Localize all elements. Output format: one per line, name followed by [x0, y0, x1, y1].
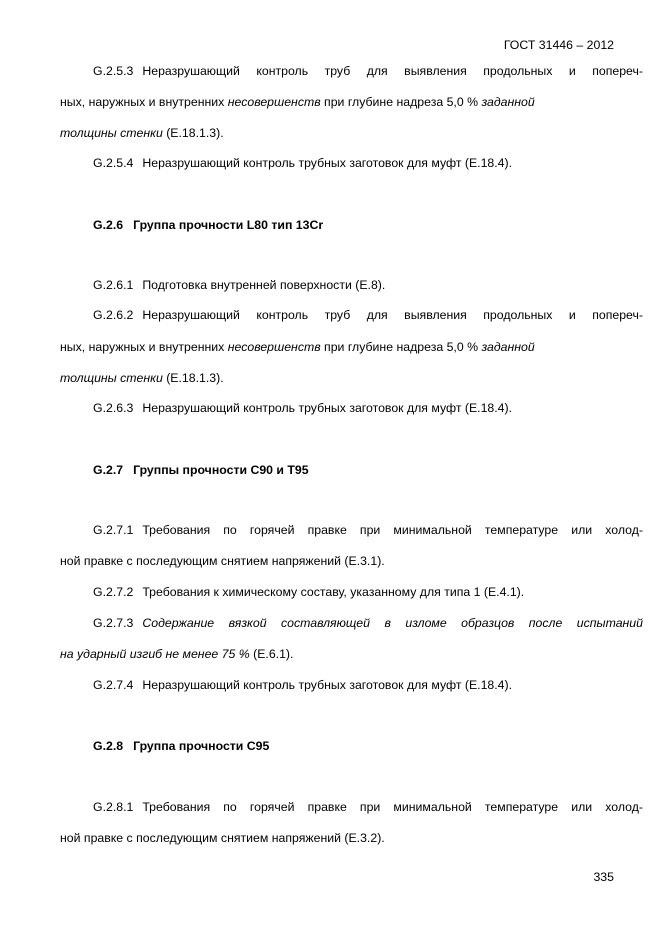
clause-text: Требования по горячей правке при минимальной температуре или холод-: [142, 523, 643, 537]
clause-number: G.2.8.1: [93, 800, 134, 814]
clause-number: G.2.6.3: [93, 401, 134, 415]
clause-g262-line3: [60, 370, 610, 386]
clause-number: G.2.7.1: [93, 523, 134, 537]
clause-g253-line1: [93, 63, 643, 79]
clause-text: Требования к химическому составу, указанному для типа 1 (E.4.1).: [142, 585, 525, 599]
clause-g261: [93, 277, 643, 293]
clause-number: G.2.5.4: [93, 156, 134, 170]
section-number: G.2.7: [93, 463, 124, 477]
clause-g253-line3: [60, 125, 610, 141]
clause-text: (E.6.1).: [249, 647, 294, 661]
clause-text: при глубине надреза 5,0 %: [320, 95, 482, 109]
clause-text: Неразрушающий контроль труб для выявления продольных и попереч-: [142, 64, 643, 78]
clause-g273-line1: [93, 615, 643, 631]
clause-text-italic: заданной: [481, 95, 535, 109]
clause-number: G.2.5.3: [93, 64, 134, 78]
clause-text: Подготовка внутренней поверхности (E.8).: [142, 278, 386, 292]
clause-text-italic: заданной: [481, 340, 535, 354]
clause-text: Неразрушающий контроль труб для выявления продольных и попереч-: [142, 308, 643, 322]
clause-g254: [93, 155, 643, 171]
clause-text: (E.18.1.3).: [162, 126, 224, 140]
clause-g271-line2: [60, 553, 610, 569]
clause-g253-line2: [60, 94, 610, 110]
clause-text: ной правке с последующим снятием напряжений (E.3.1).: [60, 554, 385, 568]
section-heading-g26: [93, 217, 643, 233]
clause-text: ной правке с последующим снятием напряжений (E.3.2).: [60, 831, 385, 845]
clause-number: G.2.6.1: [93, 278, 134, 292]
section-heading-g27: [93, 462, 643, 478]
clause-text: Неразрушающий контроль трубных заготовок для муфт (E.18.4).: [142, 401, 513, 415]
clause-g274: [93, 677, 643, 693]
clause-text-italic: Содержание вязкой составляющей в изломе образцов после испытаний: [142, 616, 643, 630]
section-number: G.2.6: [93, 218, 124, 232]
clause-text: (E.18.1.3).: [162, 371, 224, 385]
clause-text: Неразрушающий контроль трубных заготовок для муфт (E.18.4).: [142, 678, 513, 692]
clause-text: при глубине надреза 5,0 %: [320, 340, 482, 354]
clause-number: G.2.7.4: [93, 678, 134, 692]
page-number: 335: [593, 870, 614, 884]
clause-g281-line1: [93, 799, 643, 815]
clause-number: G.2.7.3: [93, 616, 134, 630]
section-heading-g28: [93, 738, 643, 754]
clause-number: G.2.6.2: [93, 308, 134, 322]
clause-text: Требования по горячей правке при минимальной температуре или холод-: [142, 800, 643, 814]
section-title: Группы прочности C90 и T95: [133, 463, 309, 477]
document-header: ГОСТ 31446 – 2012: [503, 38, 614, 52]
clause-text-italic: на ударный изгиб не менее 75 %: [60, 647, 250, 661]
clause-text: ных, наружных и внутренних: [60, 340, 228, 354]
clause-text-italic: толщины стенки: [60, 126, 163, 140]
clause-g263: [93, 400, 643, 416]
section-title: Группа прочности L80 тип 13Cr: [133, 218, 324, 232]
clause-number: G.2.7.2: [93, 585, 134, 599]
section-number: G.2.8: [93, 739, 124, 753]
clause-g271-line1: [93, 522, 643, 538]
clause-text: Неразрушающий контроль трубных заготовок для муфт (E.18.4).: [142, 156, 513, 170]
clause-g262-line2: [60, 339, 610, 355]
clause-g262-line1: [93, 307, 643, 323]
clause-g273-line2: [60, 646, 610, 662]
section-title: Группа прочности C95: [133, 739, 270, 753]
clause-text-italic: несовершенств: [227, 95, 321, 109]
clause-g281-line2: [60, 830, 610, 846]
clause-text-italic: несовершенств: [227, 340, 321, 354]
clause-g272: [93, 584, 643, 600]
clause-text: ных, наружных и внутренних: [60, 95, 228, 109]
clause-text-italic: толщины стенки: [60, 371, 163, 385]
